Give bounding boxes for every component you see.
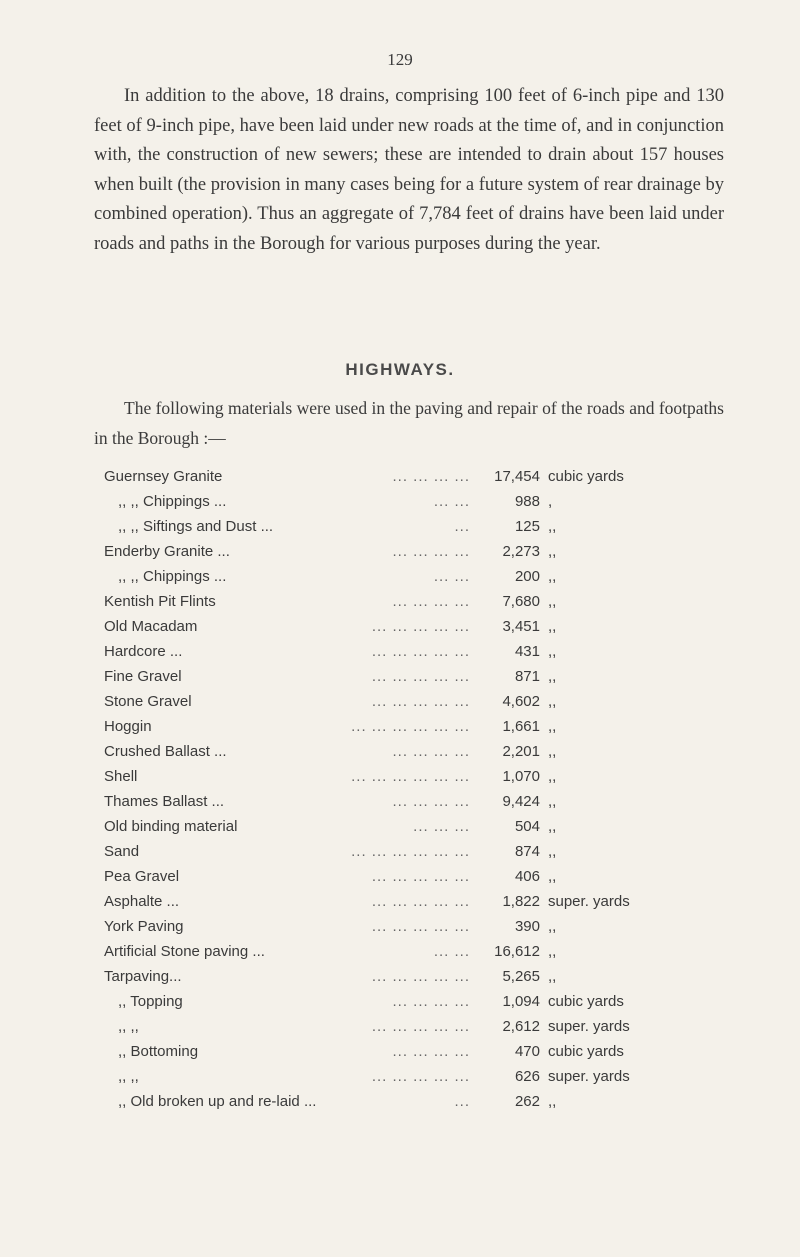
- material-quantity: 2,201: [502, 743, 540, 760]
- material-label: ,, Bottoming: [118, 1043, 199, 1060]
- material-row: [0, 943, 800, 968]
- material-label: Artificial Stone paving ...: [104, 943, 265, 960]
- material-label: Hoggin: [104, 718, 152, 735]
- material-row: [0, 893, 800, 918]
- leader-dots: ... ... ... ... ...: [371, 643, 470, 660]
- leader-dots: ... ... ...: [413, 818, 470, 835]
- leader-dots: ... ... ... ... ...: [371, 1018, 470, 1035]
- material-unit: ,,: [548, 643, 557, 660]
- material-quantity: 431: [514, 643, 540, 660]
- material-quantity: 125: [514, 518, 540, 535]
- leader-dots: ... ...: [433, 568, 470, 585]
- material-row: [0, 768, 800, 793]
- material-label: Fine Gravel: [104, 668, 182, 685]
- material-quantity: 470: [514, 1043, 540, 1060]
- material-unit: ,,: [548, 593, 557, 610]
- material-unit: ,,: [548, 693, 557, 710]
- material-label: ,, Old broken up and re-laid ...: [118, 1093, 317, 1110]
- material-unit: cubic yards: [548, 993, 624, 1010]
- material-row: [0, 818, 800, 843]
- leader-dots: ... ...: [433, 943, 470, 960]
- material-label: Kentish Pit Flints: [104, 593, 216, 610]
- leader-dots: ... ... ... ...: [392, 793, 470, 810]
- material-unit: ,,: [548, 918, 557, 935]
- material-unit: ,,: [548, 793, 557, 810]
- leader-dots: ... ... ... ... ...: [371, 618, 470, 635]
- material-row: [0, 468, 800, 493]
- material-quantity: 7,680: [502, 593, 540, 610]
- material-label: Old Macadam: [104, 618, 198, 635]
- material-row: [0, 1068, 800, 1093]
- leader-dots: ... ... ... ... ...: [371, 868, 470, 885]
- material-row: [0, 968, 800, 993]
- material-label: Hardcore ...: [104, 643, 183, 660]
- material-row: [0, 543, 800, 568]
- material-unit: ,,: [548, 518, 557, 535]
- material-unit: ,,: [548, 1093, 557, 1110]
- material-label: Enderby Granite ...: [104, 543, 230, 560]
- material-quantity: 9,424: [502, 793, 540, 810]
- leader-dots: ... ... ... ...: [392, 593, 470, 610]
- material-unit: ,,: [548, 868, 557, 885]
- material-unit: ,,: [548, 668, 557, 685]
- leader-dots: ... ... ... ...: [392, 543, 470, 560]
- material-label: Thames Ballast ...: [104, 793, 225, 810]
- material-label: Guernsey Granite: [104, 468, 223, 485]
- material-row: [0, 518, 800, 543]
- material-label: ,, ,, Chippings ...: [118, 568, 227, 585]
- material-row: [0, 1043, 800, 1068]
- material-quantity: 1,094: [502, 993, 540, 1010]
- material-quantity: 2,612: [502, 1018, 540, 1035]
- leader-dots: ... ... ... ... ...: [371, 668, 470, 685]
- material-label: Pea Gravel: [104, 868, 180, 885]
- material-unit: super. yards: [548, 1068, 630, 1085]
- leader-dots: ... ... ... ... ...: [371, 918, 470, 935]
- material-unit: ,,: [548, 968, 557, 985]
- material-quantity: 626: [514, 1068, 540, 1085]
- material-row: [0, 843, 800, 868]
- material-quantity: 200: [514, 568, 540, 585]
- material-row: [0, 593, 800, 618]
- material-quantity: 4,602: [502, 693, 540, 710]
- material-row: [0, 568, 800, 593]
- section-heading: HIGHWAYS.: [345, 360, 455, 379]
- material-unit: ,,: [548, 843, 557, 860]
- material-unit: cubic yards: [548, 468, 624, 485]
- material-row: [0, 743, 800, 768]
- material-quantity: 16,612: [494, 943, 540, 960]
- leader-dots: ...: [454, 518, 470, 535]
- leader-dots: ... ... ... ... ... ...: [351, 843, 470, 860]
- leader-dots: ... ... ... ... ... ...: [351, 768, 470, 785]
- leader-dots: ... ... ... ... ...: [371, 693, 470, 710]
- material-label: Tarpaving...: [104, 968, 182, 985]
- leader-dots: ... ... ... ... ...: [371, 968, 470, 985]
- material-label: ,, Topping: [118, 993, 183, 1010]
- material-quantity: 988: [514, 493, 540, 510]
- material-label: ,, ,, Chippings ...: [118, 493, 227, 510]
- material-quantity: 504: [514, 818, 540, 835]
- material-row: [0, 643, 800, 668]
- material-quantity: 1,070: [502, 768, 540, 785]
- material-unit: ,,: [548, 943, 557, 960]
- material-quantity: 17,454: [494, 468, 540, 485]
- material-quantity: 874: [514, 843, 540, 860]
- material-quantity: 5,265: [502, 968, 540, 985]
- materials-list: [0, 468, 800, 1118]
- material-row: [0, 793, 800, 818]
- intro-paragraph: In addition to the above, 18 drains, comprising 100 feet of 6-inch pipe and 130 feet of 9-inch pipe, have been laid under new roads at the time of, and in conjunction with, the construction of new sewers; these are intended to drain about 157 houses when built (the provision in many cases being for a future system of rear drainage by combined operation). Thus an aggregate of 7,784 feet of drains have been laid under roads and paths in the Borough for various purposes during the year.: [94, 86, 724, 254]
- material-unit: super. yards: [548, 893, 630, 910]
- material-row: [0, 668, 800, 693]
- material-unit: ,,: [548, 718, 557, 735]
- material-quantity: 2,273: [502, 543, 540, 560]
- leader-dots: ... ... ... ...: [392, 468, 470, 485]
- material-row: [0, 918, 800, 943]
- material-quantity: 262: [514, 1093, 540, 1110]
- material-row: [0, 493, 800, 518]
- material-label: Stone Gravel: [104, 693, 192, 710]
- leader-dots: ...: [454, 1093, 470, 1110]
- material-unit: ,,: [548, 818, 557, 835]
- material-label: ,, ,,: [118, 1068, 139, 1085]
- leader-dots: ... ... ... ...: [392, 993, 470, 1010]
- material-row: [0, 618, 800, 643]
- material-quantity: 1,822: [502, 893, 540, 910]
- material-row: [0, 718, 800, 743]
- material-quantity: 406: [514, 868, 540, 885]
- leader-dots: ... ... ... ... ... ...: [351, 718, 470, 735]
- material-label: ,, ,,: [118, 1018, 139, 1035]
- material-row: [0, 868, 800, 893]
- material-unit: cubic yards: [548, 1043, 624, 1060]
- page-number: 129: [387, 50, 413, 69]
- leader-dots: ... ... ... ... ...: [371, 893, 470, 910]
- material-unit: ,,: [548, 743, 557, 760]
- material-quantity: 1,661: [502, 718, 540, 735]
- material-row: [0, 993, 800, 1018]
- material-row: [0, 1018, 800, 1043]
- material-label: Sand: [104, 843, 140, 860]
- leader-dots: ... ... ... ... ...: [371, 1068, 470, 1085]
- material-label: Crushed Ballast ...: [104, 743, 227, 760]
- material-unit: ,,: [548, 768, 557, 785]
- material-row: [0, 693, 800, 718]
- lead-paragraph: The following materials were used in the paving and repair of the roads and footpaths in the Borough :—: [94, 398, 724, 448]
- material-label: Old binding material: [104, 818, 238, 835]
- material-unit: ,: [548, 493, 553, 510]
- leader-dots: ... ... ... ...: [392, 743, 470, 760]
- leader-dots: ... ... ... ...: [392, 1043, 470, 1060]
- leader-dots: ... ...: [433, 493, 470, 510]
- material-unit: ,,: [548, 543, 557, 560]
- material-unit: super. yards: [548, 1018, 630, 1035]
- material-quantity: 3,451: [502, 618, 540, 635]
- material-label: Shell: [104, 768, 138, 785]
- material-label: York Paving: [104, 918, 184, 935]
- material-row: [0, 1093, 800, 1118]
- material-quantity: 390: [514, 918, 540, 935]
- material-quantity: 871: [514, 668, 540, 685]
- material-label: ,, ,, Siftings and Dust ...: [118, 518, 274, 535]
- material-label: Asphalte ...: [104, 893, 180, 910]
- material-unit: ,,: [548, 568, 557, 585]
- material-unit: ,,: [548, 618, 557, 635]
